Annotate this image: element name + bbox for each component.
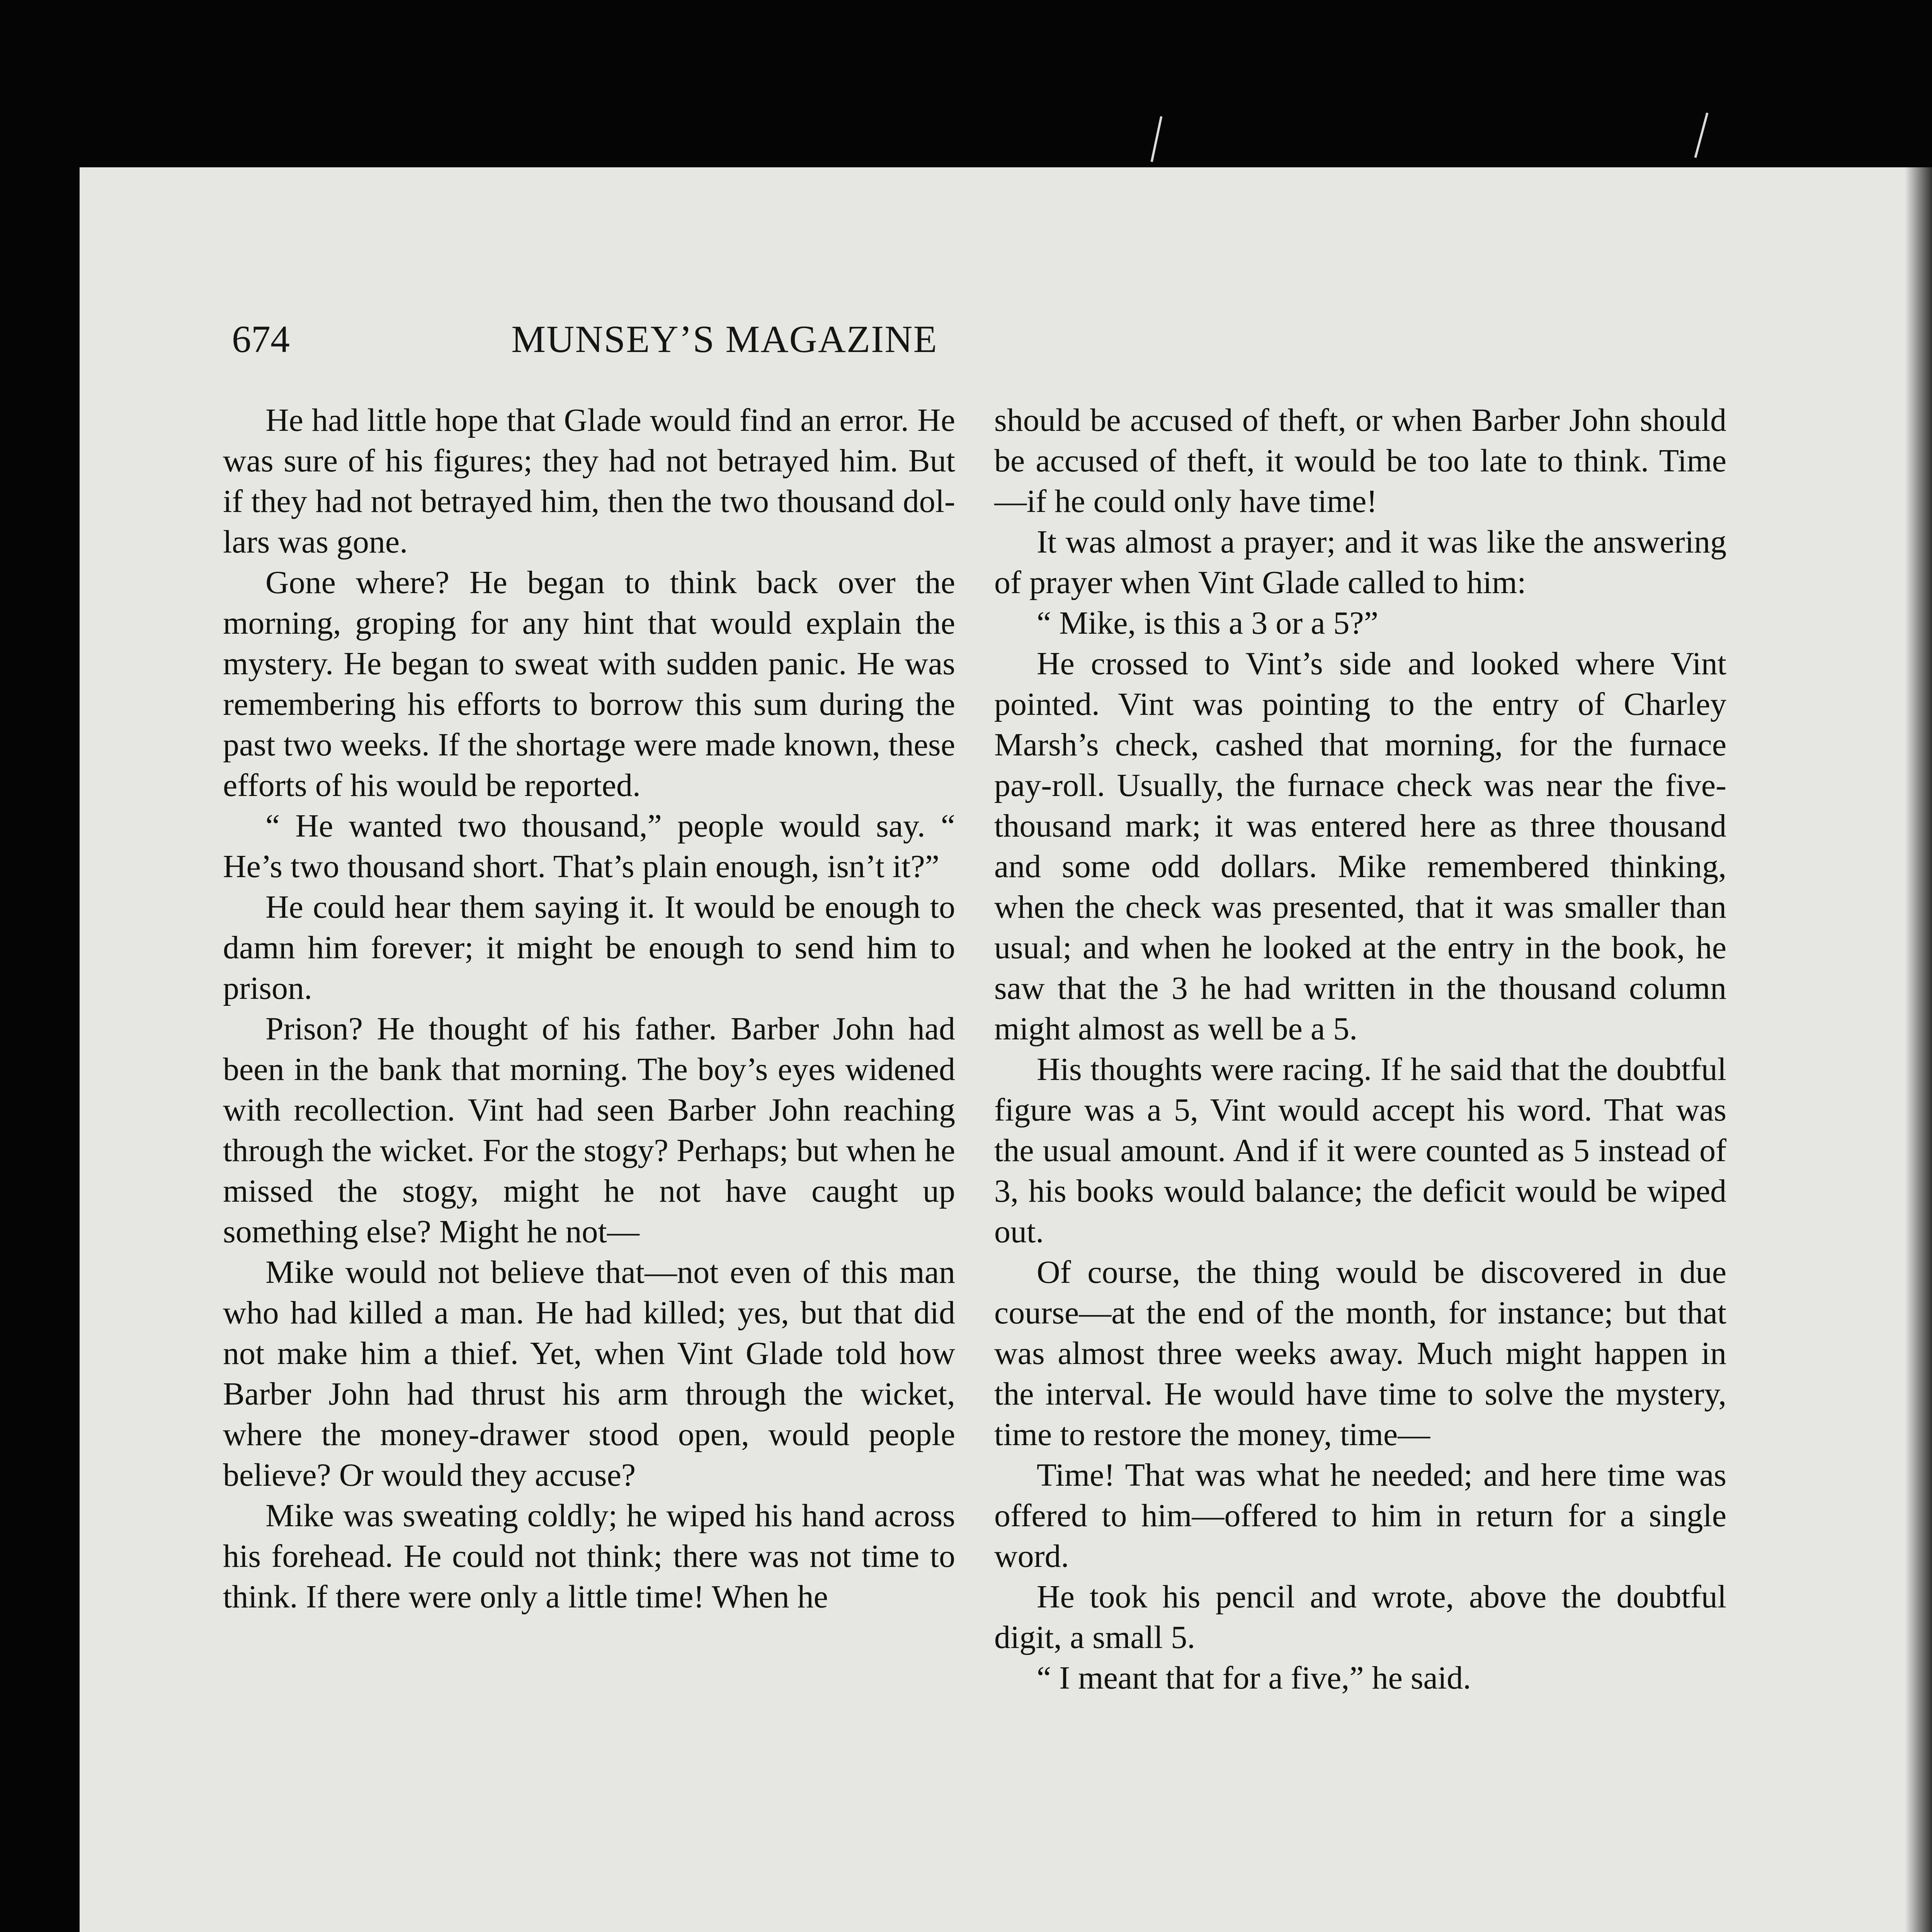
paragraph: Mike would not believe that—not even of this man who had killed a man. He had killed; yes, but that did not make him a thief. Yet, when Vint Glade told how Barber John had thrust his arm through the wicket, where the money-drawer stood open, would people believe? Or would they accuse? xyxy=(223,1254,955,1493)
paragraph: He crossed to Vint’s side and looked where Vint pointed. Vint was pointing to the entry of Charley Marsh’s check, cashed that morning, for the furnace pay-roll. Usually, the furnace check was near the five-thousand mark; it was entered here as three thousand and some odd dollars. Mike remembered thinking, when the check was presented, that it was smaller than usual; and when he looked at the entry in the book, he saw that the 3 he had written in the thousand column might almost as well be a 5. xyxy=(994,646,1726,1047)
paragraph: “ He wanted two thousand,” people would say. “ He’s two thousand short. That’s plain enough, isn’t it?” xyxy=(223,808,955,884)
paragraph: Prison? He thought of his father. Barber John had been in the bank that morning. The boy’s eyes widened with recollection. Vint had seen Barber John reaching through the wicket. For the stogy? Perhaps; but when he missed the stogy, might he not have caught up something else? Might he not— xyxy=(223,1011,955,1250)
paragraph-continuation: should be accused of theft, or when Barber John should be accused of theft, it would be too late to think. Time—if he could only have time! xyxy=(994,402,1726,519)
scan-artifact xyxy=(1694,112,1709,158)
paragraph: He had little hope that Glade would find an error. He was sure of his figures; they had not betrayed him. But if they had not betrayed him, then the two thousand dollars was gone. xyxy=(223,402,955,560)
paragraph: His thoughts were racing. If he said that the doubtful figure was a 5, Vint would accept his word. That was the usual amount. And if it were counted as 5 instead of 3, his books would balance; the deficit would be wiped out. xyxy=(994,1051,1726,1250)
paragraph: “ Mike, is this a 3 or a 5?” xyxy=(1037,605,1379,641)
paragraph: Time! That was what he needed; and here time was offered to him—offered to him in return for a single word. xyxy=(994,1457,1726,1574)
right-text-column xyxy=(994,400,1726,1932)
scan-artifact xyxy=(1151,116,1163,162)
paragraph: “ I meant that for a five,” he said. xyxy=(1037,1660,1471,1696)
paragraph: He took his pencil and wrote, above the doubtful digit, a small 5. xyxy=(994,1579,1726,1655)
page-header xyxy=(232,317,1217,363)
paragraph: Mike was sweating coldly; he wiped his hand across his forehead. He could not think; there was not time to think. If there were only a little time! When he xyxy=(223,1498,955,1615)
paragraph: Of course, the thing would be discovered in due course—at the end of the month, for instance; but that was almost three weeks away. Much might happen in the interval. He would have time to solve the mystery, time to restore the money, time— xyxy=(994,1254,1726,1452)
page-number: 674 xyxy=(232,318,290,361)
paragraph: It was almost a prayer; and it was like the answering of prayer when Vint Glade called to him: xyxy=(994,524,1726,600)
page-gutter-shadow xyxy=(1905,167,1932,1932)
paragraph: He could hear them saying it. It would be enough to damn him forever; it might be enough to send him to prison. xyxy=(223,889,955,1006)
left-text-column xyxy=(223,400,955,1932)
paragraph: Gone where? He began to think back over the morning, groping for any hint that would explain the mystery. He began to sweat with sudden panic. He was remembering his efforts to borrow this sum during the past two weeks. If the shortage were made known, these efforts of his would be reported. xyxy=(223,565,955,803)
running-head: MUNSEY’S MAGAZINE xyxy=(511,318,938,361)
